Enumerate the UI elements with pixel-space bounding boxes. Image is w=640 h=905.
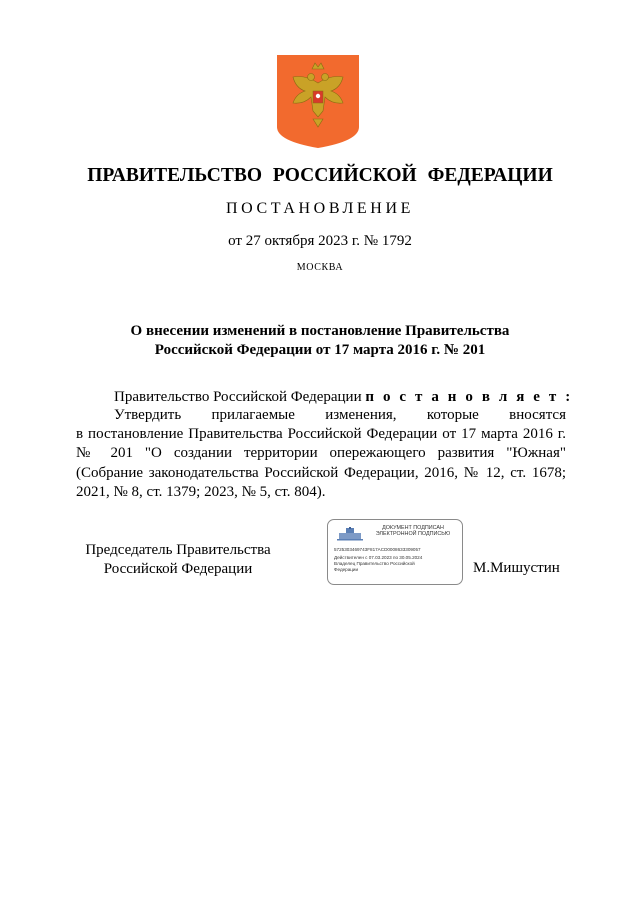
- signatory-title: [78, 541, 278, 579]
- resolves-word: п о с т а н о в л я е т :: [365, 389, 573, 405]
- certificate-owner: [334, 561, 415, 572]
- resolution-intro: [76, 388, 573, 407]
- resolution-paragraph: [76, 406, 566, 502]
- electronic-signature-stamp: [327, 519, 463, 585]
- intro-text: Правительство Российской Федерации: [114, 389, 366, 405]
- paragraph-line: (Собрание законодательства Российской Федерации, 2016, № 12, ст. 1678;: [76, 464, 566, 481]
- certificate-validity: Действителен с 07.03.2023 по 30.05.2024: [334, 555, 423, 560]
- paragraph-line: в постановление Правительства Российской Федерации от 17 марта 2016 г.: [76, 426, 566, 443]
- signature-heading-line: ЭЛЕКТРОННОЙ ПОДПИСЬЮ: [375, 531, 451, 538]
- paragraph-line: Утвердить прилагаемые изменения, которые вносятся: [114, 407, 566, 423]
- document-city: МОСКВА: [296, 262, 344, 273]
- government-title: ПРАВИТЕЛЬСТВО РОССИЙСКОЙ ФЕДЕРАЦИИ: [87, 165, 553, 186]
- signature-heading: [368, 525, 458, 538]
- subject-line: О внесении изменений в постановление Правительства: [130, 323, 510, 339]
- paragraph-line: № 201 "О создании территории опережающего развития "Южная": [76, 445, 566, 462]
- document-type: ПОСТАНОВЛЕНИЕ: [226, 200, 414, 217]
- signer-name: М.Мишустин: [473, 560, 560, 576]
- document-date-number: от 27 октября 2023 г. № 1792: [228, 233, 412, 249]
- document-subject: [0, 322, 640, 360]
- certificate-owner-line: Федерации: [334, 566, 359, 572]
- subject-line: Российской Федерации от 17 марта 2016 г. № 201: [154, 342, 486, 358]
- signature-heading-line: ДОКУМЕНТ ПОДПИСАН: [382, 525, 444, 531]
- coat-of-arms-icon: [277, 55, 359, 148]
- paragraph-line: 2021, № 8, ст. 1379; 2023, № 5, ст. 804).: [76, 483, 326, 500]
- signatory-title-line: Российской Федерации: [103, 561, 253, 577]
- signatory-title-line: Председатель Правительства: [85, 542, 271, 558]
- government-building-icon: [337, 527, 363, 541]
- certificate-number: 5725303469743F817ACD0008633309057: [334, 547, 421, 552]
- certificate-owner-line: Владелец Правительство Российской: [334, 561, 415, 566]
